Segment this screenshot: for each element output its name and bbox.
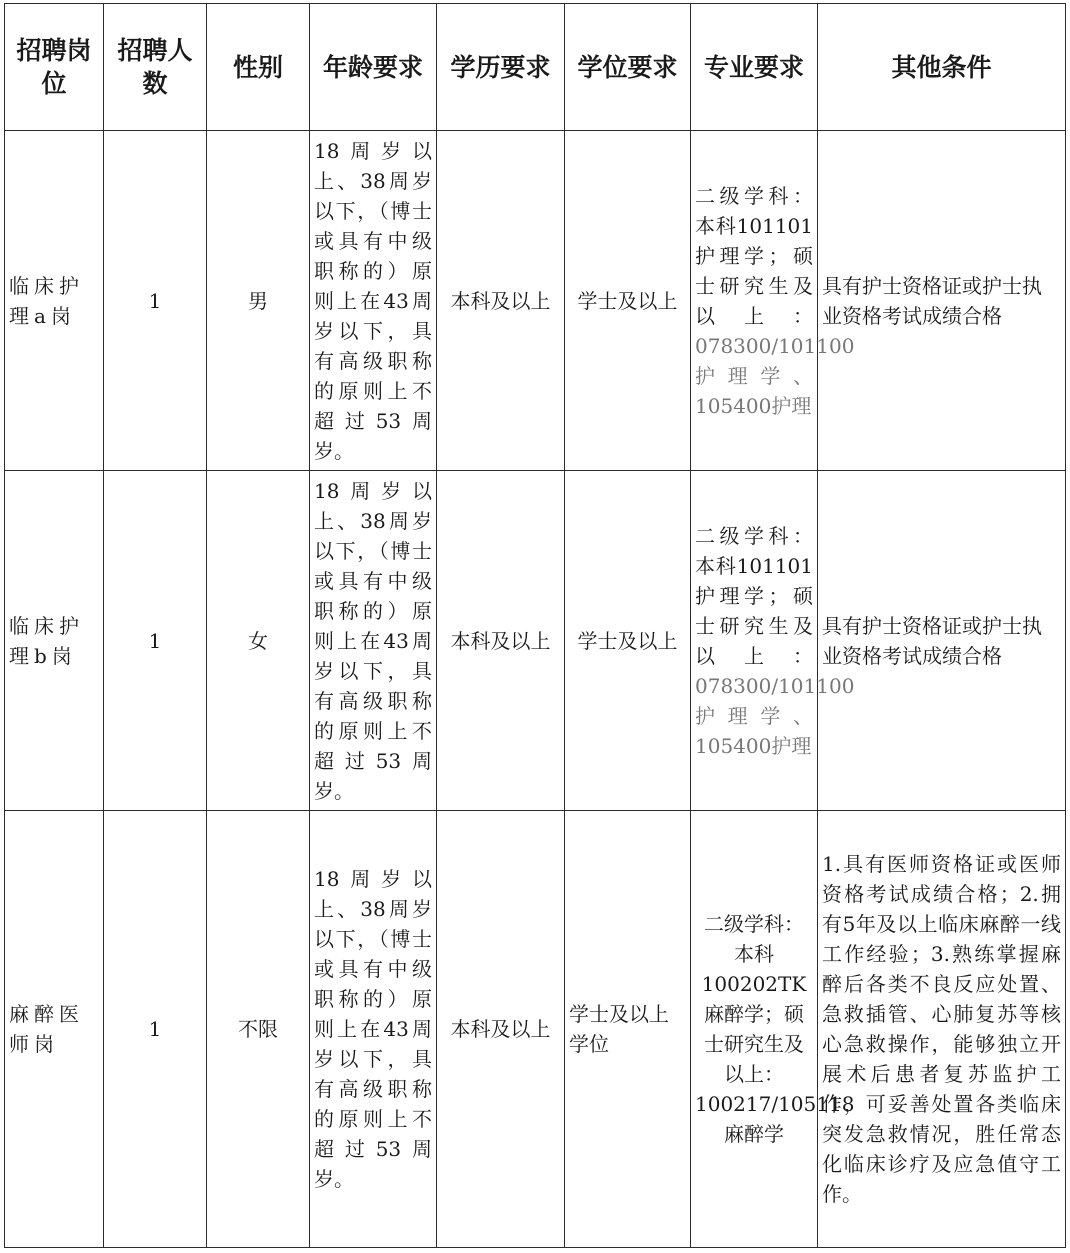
- header-count: 招聘人数: [104, 4, 207, 131]
- cell-education: 本科及以上: [437, 131, 565, 471]
- cell-count: 1: [104, 131, 207, 471]
- header-row: [5, 4, 1066, 131]
- major-text: 二级学科：本科100202TK麻醉学；硕士研究生及以上：100217/105118麻醉学: [695, 912, 855, 1146]
- table-row: [5, 131, 1066, 471]
- cell-count: 1: [104, 471, 207, 811]
- cell-count: 1: [104, 811, 207, 1248]
- cell-major: [691, 471, 855, 811]
- cell-major: [691, 811, 855, 1248]
- cell-other: 具有护士资格证或护士执业资格考试成绩合格: [818, 131, 1066, 471]
- header-age: 年龄要求: [310, 4, 437, 131]
- cell-major: [691, 131, 855, 471]
- cell-other: 1.具有医师资格证或医师资格考试成绩合格；2.拥有5年及以上临床麻醉一线工作经验；3.熟练掌握麻醉后各类不良反应处置、急救插管、心肺复苏等核心急救操作，能够独立开展术后患者复苏监护工作，可妥善处置各类临床突发急救情况，胜任常态化临床诊疗及应急值守工作。: [818, 811, 1066, 1248]
- table-row: [5, 471, 1066, 811]
- cell-position: 临床护理a岗: [5, 131, 104, 471]
- cell-other: 具有护士资格证或护士执业资格考试成绩合格: [818, 471, 1066, 811]
- cell-degree: 学士及以上学位: [565, 811, 691, 1248]
- cell-age: 18周岁以上、38周岁以下，（博士或具有中级职称的）原则上在43周岁以下，具有高级职称的原则上不超过53周岁。: [310, 131, 437, 471]
- header-position: 招聘岗位: [5, 4, 104, 131]
- table-row: [5, 811, 1066, 1248]
- cell-position: 麻醉医师岗: [5, 811, 104, 1248]
- cell-degree: 学士及以上: [565, 131, 691, 471]
- major-text: 二级学科：本科101101护理学；硕士研究生及以上：: [695, 523, 813, 668]
- cell-age: 18周岁以上、38周岁以下，（博士或具有中级职称的）原则上在43周岁以下，具有高级职称的原则上不超过53周岁。: [310, 471, 437, 811]
- header-major: 专业要求: [691, 4, 818, 131]
- major-text: 二级学科：本科101101护理学；硕士研究生及以上：: [695, 183, 813, 328]
- header-gender: 性别: [207, 4, 310, 131]
- cell-gender: 女: [207, 471, 310, 811]
- header-education: 学历要求: [437, 4, 565, 131]
- cell-gender: 男: [207, 131, 310, 471]
- cell-education: 本科及以上: [437, 811, 565, 1248]
- cell-education: 本科及以上: [437, 471, 565, 811]
- major-text-grey: 078300/101100护理学、105400护理: [695, 333, 855, 418]
- major-text-grey: 078300/101100护理学、105400护理: [695, 673, 855, 758]
- cell-gender: 不限: [207, 811, 310, 1248]
- recruitment-table: [4, 3, 1066, 1248]
- header-other: 其他条件: [818, 4, 1066, 131]
- header-degree: 学位要求: [565, 4, 691, 131]
- cell-age: 18周岁以上、38周岁以下，（博士或具有中级职称的）原则上在43周岁以下，具有高级职称的原则上不超过53周岁。: [310, 811, 437, 1248]
- cell-degree: 学士及以上: [565, 471, 691, 811]
- cell-position: 临床护理b岗: [5, 471, 104, 811]
